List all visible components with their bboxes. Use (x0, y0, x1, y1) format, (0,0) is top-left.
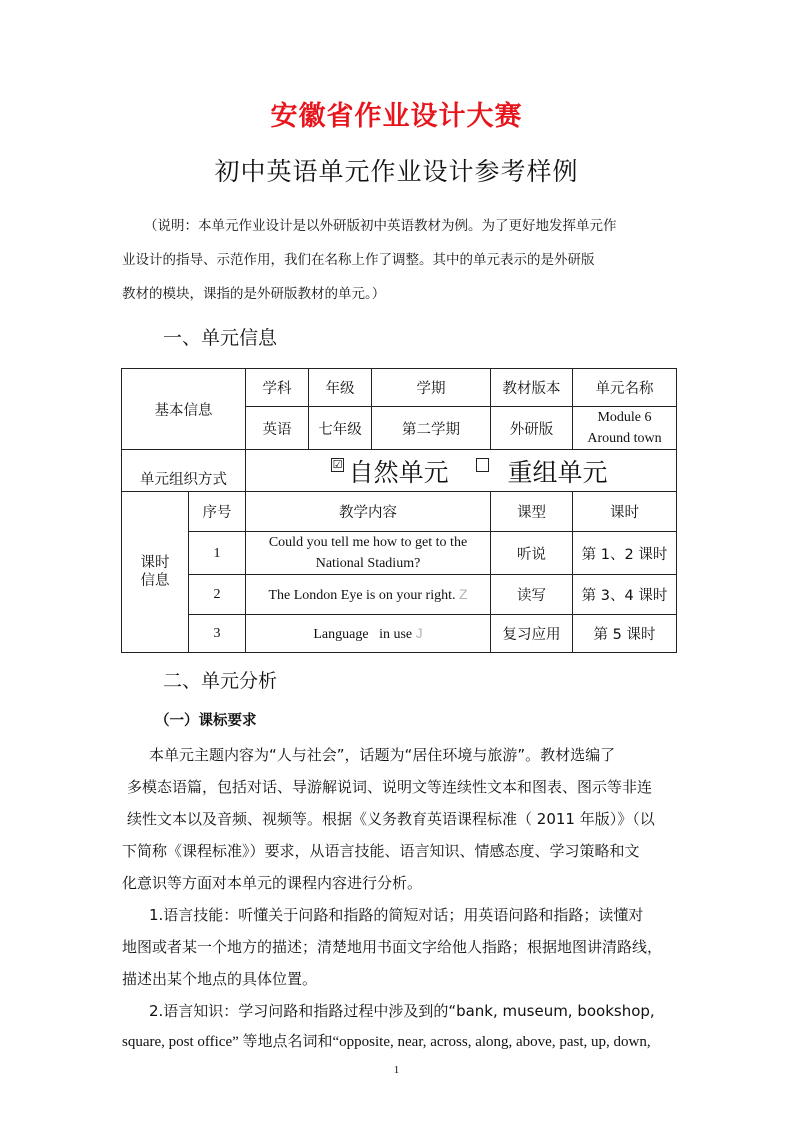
value-textbook: 外研版 (491, 407, 573, 450)
org-natural-unit: 自然单元 (348, 457, 449, 487)
section-heading-unit-analysis: 二、单元分析 (163, 670, 278, 692)
header-term: 学期 (372, 369, 491, 407)
value-term: 第二学期 (372, 407, 491, 450)
lesson-type: 复习应用 (491, 615, 573, 653)
stray-mark: J (415, 624, 423, 641)
lesson-type: 读写 (491, 575, 573, 615)
lesson-row (122, 532, 677, 575)
document-subtitle: 初中英语单元作业设计参考样例 (214, 157, 579, 186)
org-regroup-unit: 重组单元 (507, 457, 608, 487)
unit-info-table (121, 368, 677, 653)
org-method-label: 单元组织方式 (122, 450, 246, 492)
lesson-header-content: 教学内容 (246, 492, 491, 532)
lesson-no: 3 (189, 615, 246, 653)
lesson-no: 1 (189, 532, 246, 575)
page-number: 1 (393, 1064, 400, 1076)
unit-name-line-1: Module 6 (597, 410, 652, 425)
lesson-header-hours: 课时 (573, 492, 677, 532)
subsection-heading-curriculum: （一）课标要求 (155, 713, 257, 729)
paragraph-line: 多模态语篇，包括对话、导游解说词、说明文等连续性文本和图表、图示等非连 (127, 778, 653, 796)
note-line-2: 业设计的指导、示范作用，我们在名称上作了调整。其中的单元表示的是外研版 (122, 252, 595, 268)
paragraph-line: 化意识等方面对本单元的课程内容进行分析。 (122, 874, 423, 892)
value-grade: 七年级 (309, 407, 372, 450)
stray-mark: Z (458, 585, 468, 602)
lesson-hours: 第 3、4 课时 (573, 575, 677, 615)
paragraph-line: 1.语言技能：听懂关于问路和指路的简短对话；用英语问路和指路；读懂对 (149, 906, 644, 924)
lesson-hours: 第 1、2 课时 (573, 532, 677, 575)
lesson-hours: 第 5 课时 (573, 615, 677, 653)
paragraph-line: 本单元主题内容为“人与社会”，话题为“居住环境与旅游”。教材选编了 (149, 746, 616, 764)
paragraph-line: 地图或者某一个地方的描述；清楚地用书面文字给他人指路；根据地图讲清路线， (122, 938, 663, 956)
checkbox-checked-icon: ☑ (332, 457, 343, 471)
lesson-header-no: 序号 (189, 492, 246, 532)
lesson-no: 2 (189, 575, 246, 615)
document-title: 安徽省作业设计大赛 (270, 101, 523, 132)
section-heading-unit-info: 一、单元信息 (163, 327, 278, 349)
value-unit-name (573, 407, 677, 450)
paragraph-line: 2.语言知识：学习问路和指路过程中涉及到的“bank, museum, bookshop, (149, 1002, 655, 1020)
lesson-info-label: 课时 信息 (122, 492, 189, 653)
note-line-3: 教材的模块，课指的是外研版教材的单元。） (122, 286, 386, 302)
lesson-type: 听说 (491, 532, 573, 575)
paragraph-line: square, post office” 等地点名词和“opposite, near, across, along, above, past, up, down, (122, 1034, 651, 1050)
header-textbook: 教材版本 (491, 369, 573, 407)
note-line-1: （说明：本单元作业设计是以外研版初中英语教材为例。为了更好地发挥单元作 (144, 218, 617, 234)
checkbox-empty-icon (476, 458, 489, 472)
lesson-content: Could you tell me how to get to the National Stadium? (246, 532, 491, 575)
lesson-content: The London Eye is on your right. Z (246, 575, 491, 615)
unit-name-line-2: Around town (587, 431, 662, 446)
header-unit-name: 单元名称 (573, 369, 677, 407)
basic-info-label: 基本信息 (122, 369, 246, 450)
paragraph-line: 续性文本以及音频、视频等。根据《义务教育英语课程标准（ 2011 年版）》（以 (127, 810, 655, 828)
paragraph-line: 下简称《课程标准》）要求，从语言技能、语言知识、情感态度、学习策略和文 (122, 842, 640, 860)
header-grade: 年级 (309, 369, 372, 407)
header-subject: 学科 (246, 369, 309, 407)
lesson-row (122, 575, 677, 615)
paragraph-line: 描述出某个地点的具体位置。 (122, 970, 318, 988)
org-method-options (246, 450, 677, 492)
lesson-header-type: 课型 (491, 492, 573, 532)
lesson-content: Language in use J (246, 615, 491, 653)
value-subject: 英语 (246, 407, 309, 450)
lesson-row (122, 615, 677, 653)
